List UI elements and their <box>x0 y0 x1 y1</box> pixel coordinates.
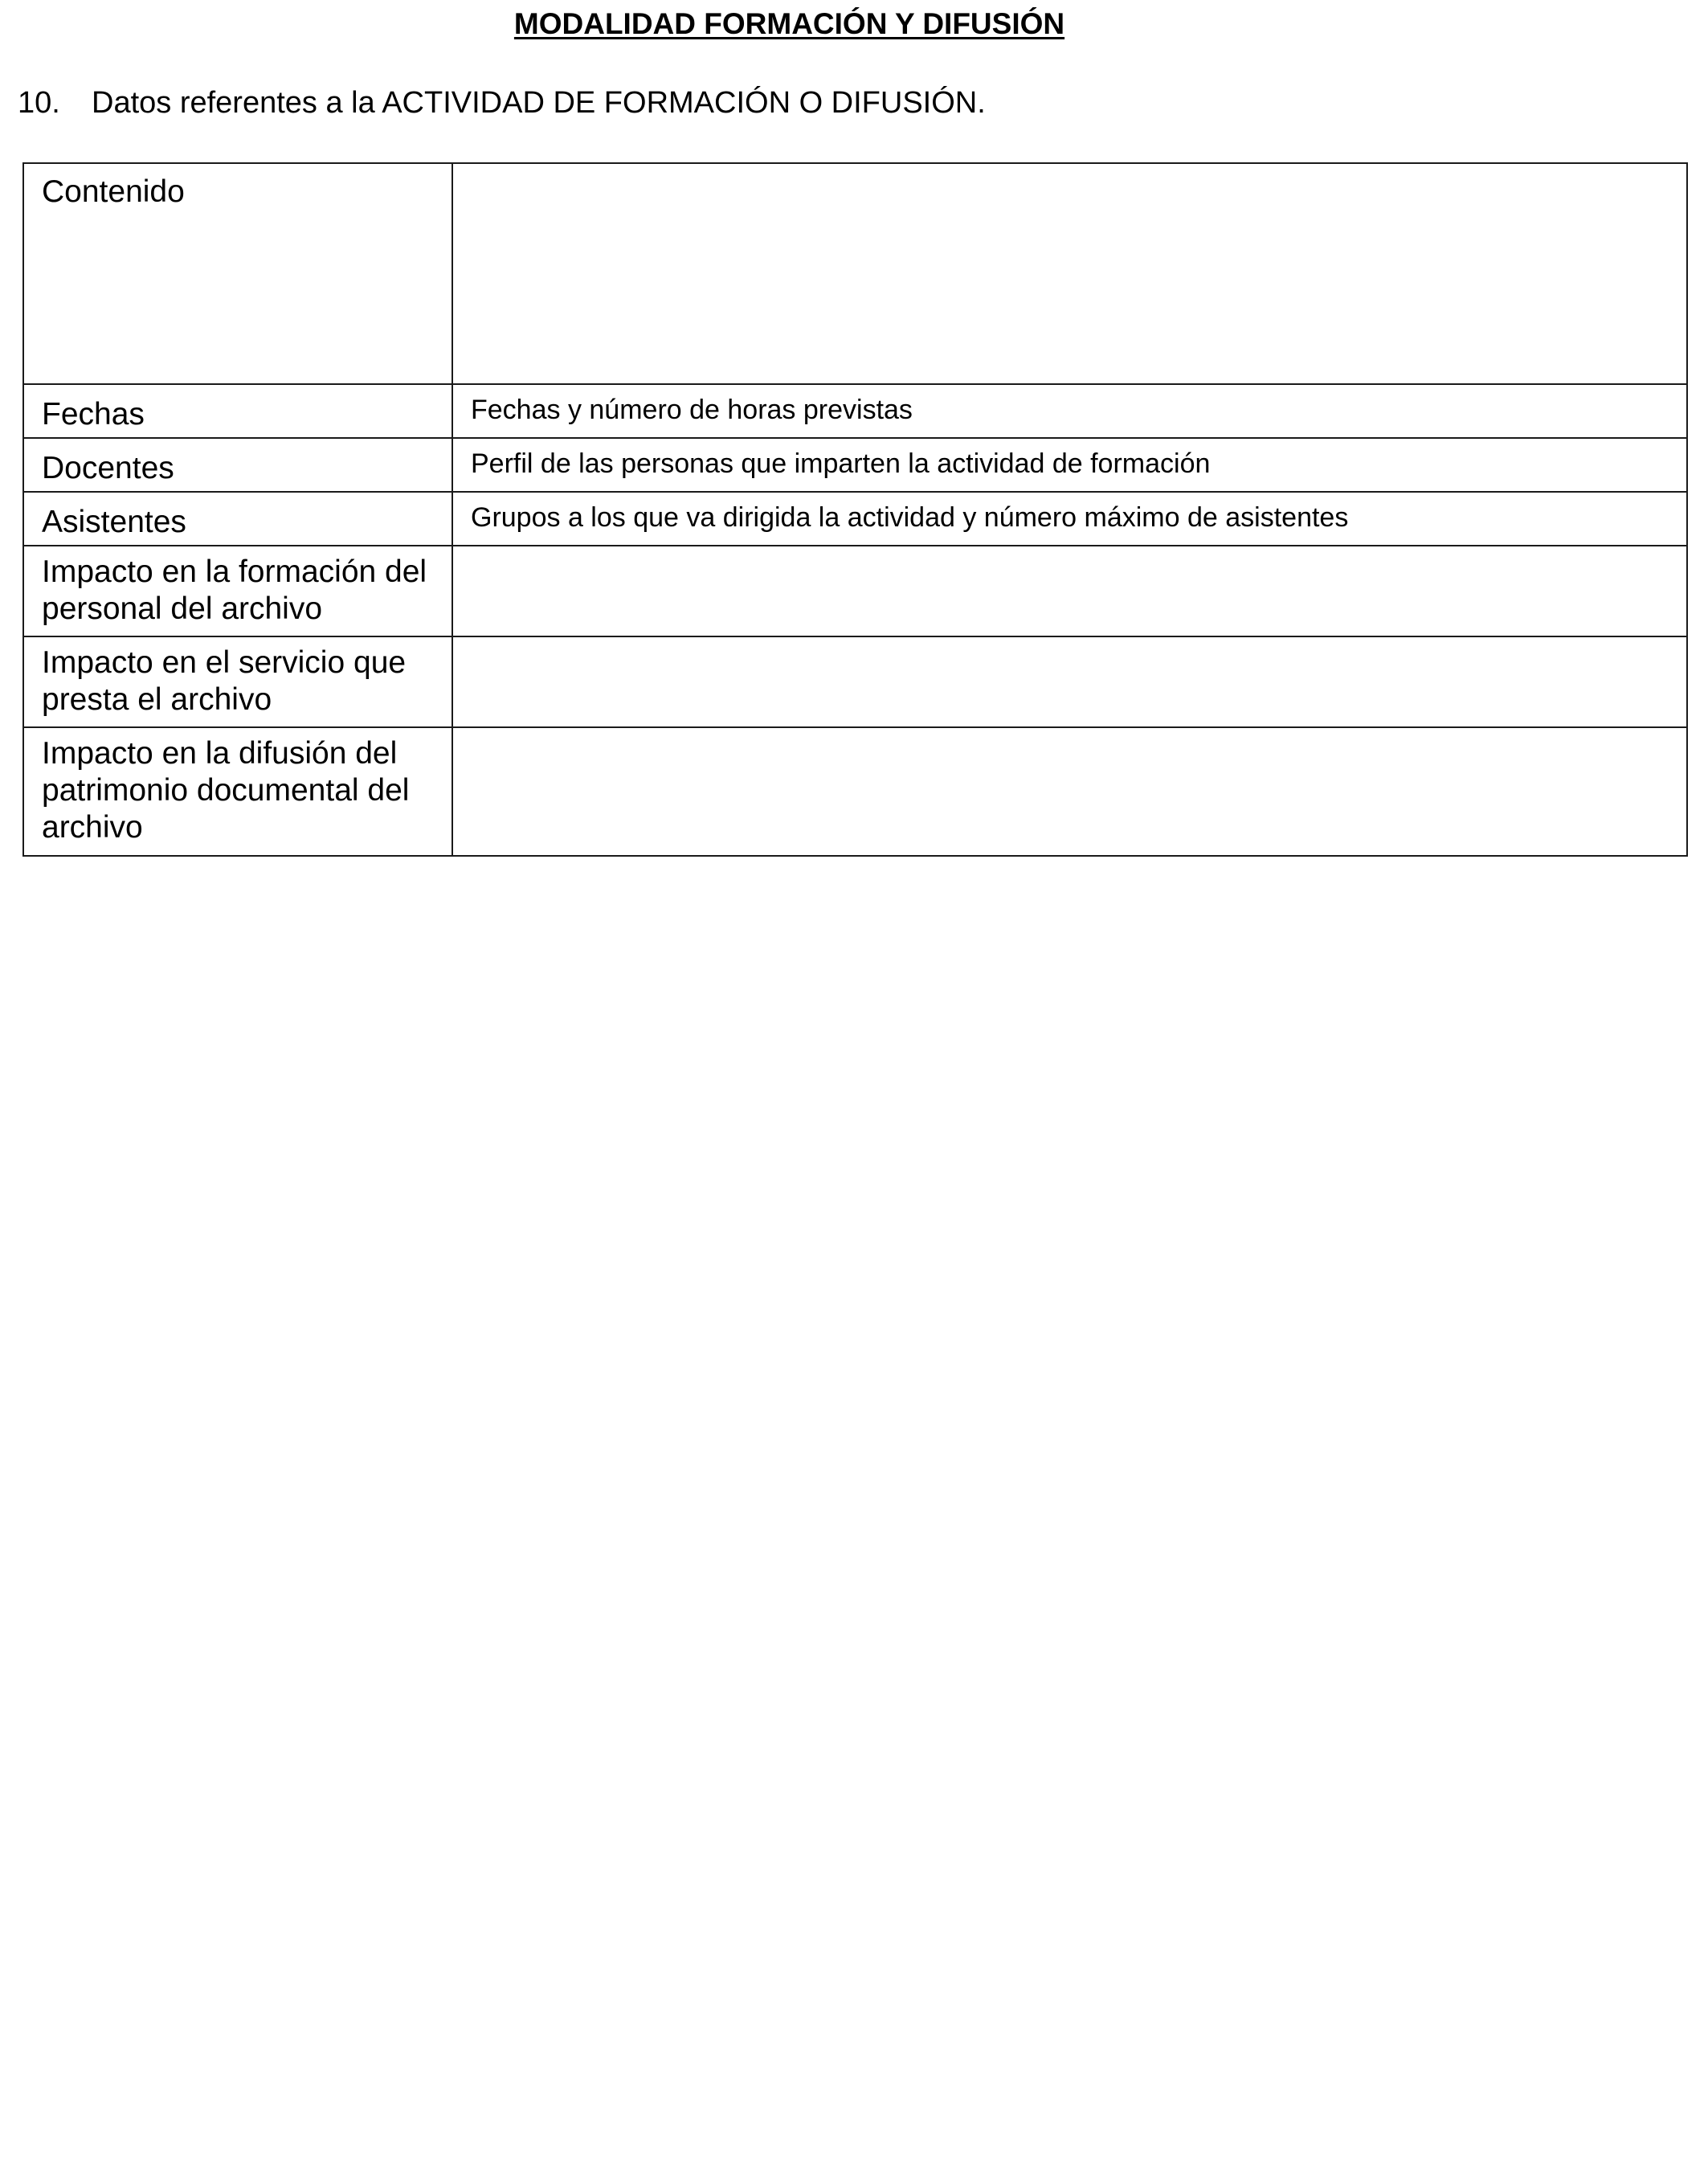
docentes-field[interactable]: Perfil de las personas que imparten la actividad de formación <box>452 438 1687 492</box>
row-label-contenido: Contenido <box>23 163 452 384</box>
table-row <box>23 438 1687 492</box>
section-heading <box>18 84 986 122</box>
impacto-formacion-field[interactable] <box>452 546 1687 636</box>
impacto-difusion-field[interactable] <box>452 727 1687 856</box>
asistentes-field[interactable]: Grupos a los que va dirigida la actividad y número máximo de asistentes <box>452 492 1687 546</box>
row-label-fechas: Fechas <box>23 384 452 438</box>
table-row <box>23 636 1687 727</box>
row-label-docentes: Docentes <box>23 438 452 492</box>
document-title: MODALIDAD FORMACIÓN Y DIFUSIÓN <box>513 7 1065 40</box>
row-label-impacto-servicio: Impacto en el servicio que presta el archivo <box>23 636 452 727</box>
table-row <box>23 492 1687 546</box>
activity-data-table <box>22 162 1688 857</box>
contenido-field[interactable] <box>452 163 1687 384</box>
impacto-servicio-field[interactable] <box>452 636 1687 727</box>
fechas-field[interactable]: Fechas y número de horas previstas <box>452 384 1687 438</box>
table-row <box>23 163 1687 384</box>
row-label-asistentes: Asistentes <box>23 492 452 546</box>
table-row <box>23 546 1687 636</box>
section-heading-text: Datos referentes a la ACTIVIDAD DE FORMACIÓN O DIFUSIÓN. <box>92 86 986 120</box>
row-label-impacto-formacion: Impacto en la formación del personal del archivo <box>23 546 452 636</box>
table-row <box>23 384 1687 438</box>
table-row <box>23 727 1687 856</box>
row-label-impacto-difusion: Impacto en la difusión del patrimonio documental del archivo <box>23 727 452 856</box>
section-number: 10. <box>18 86 60 120</box>
